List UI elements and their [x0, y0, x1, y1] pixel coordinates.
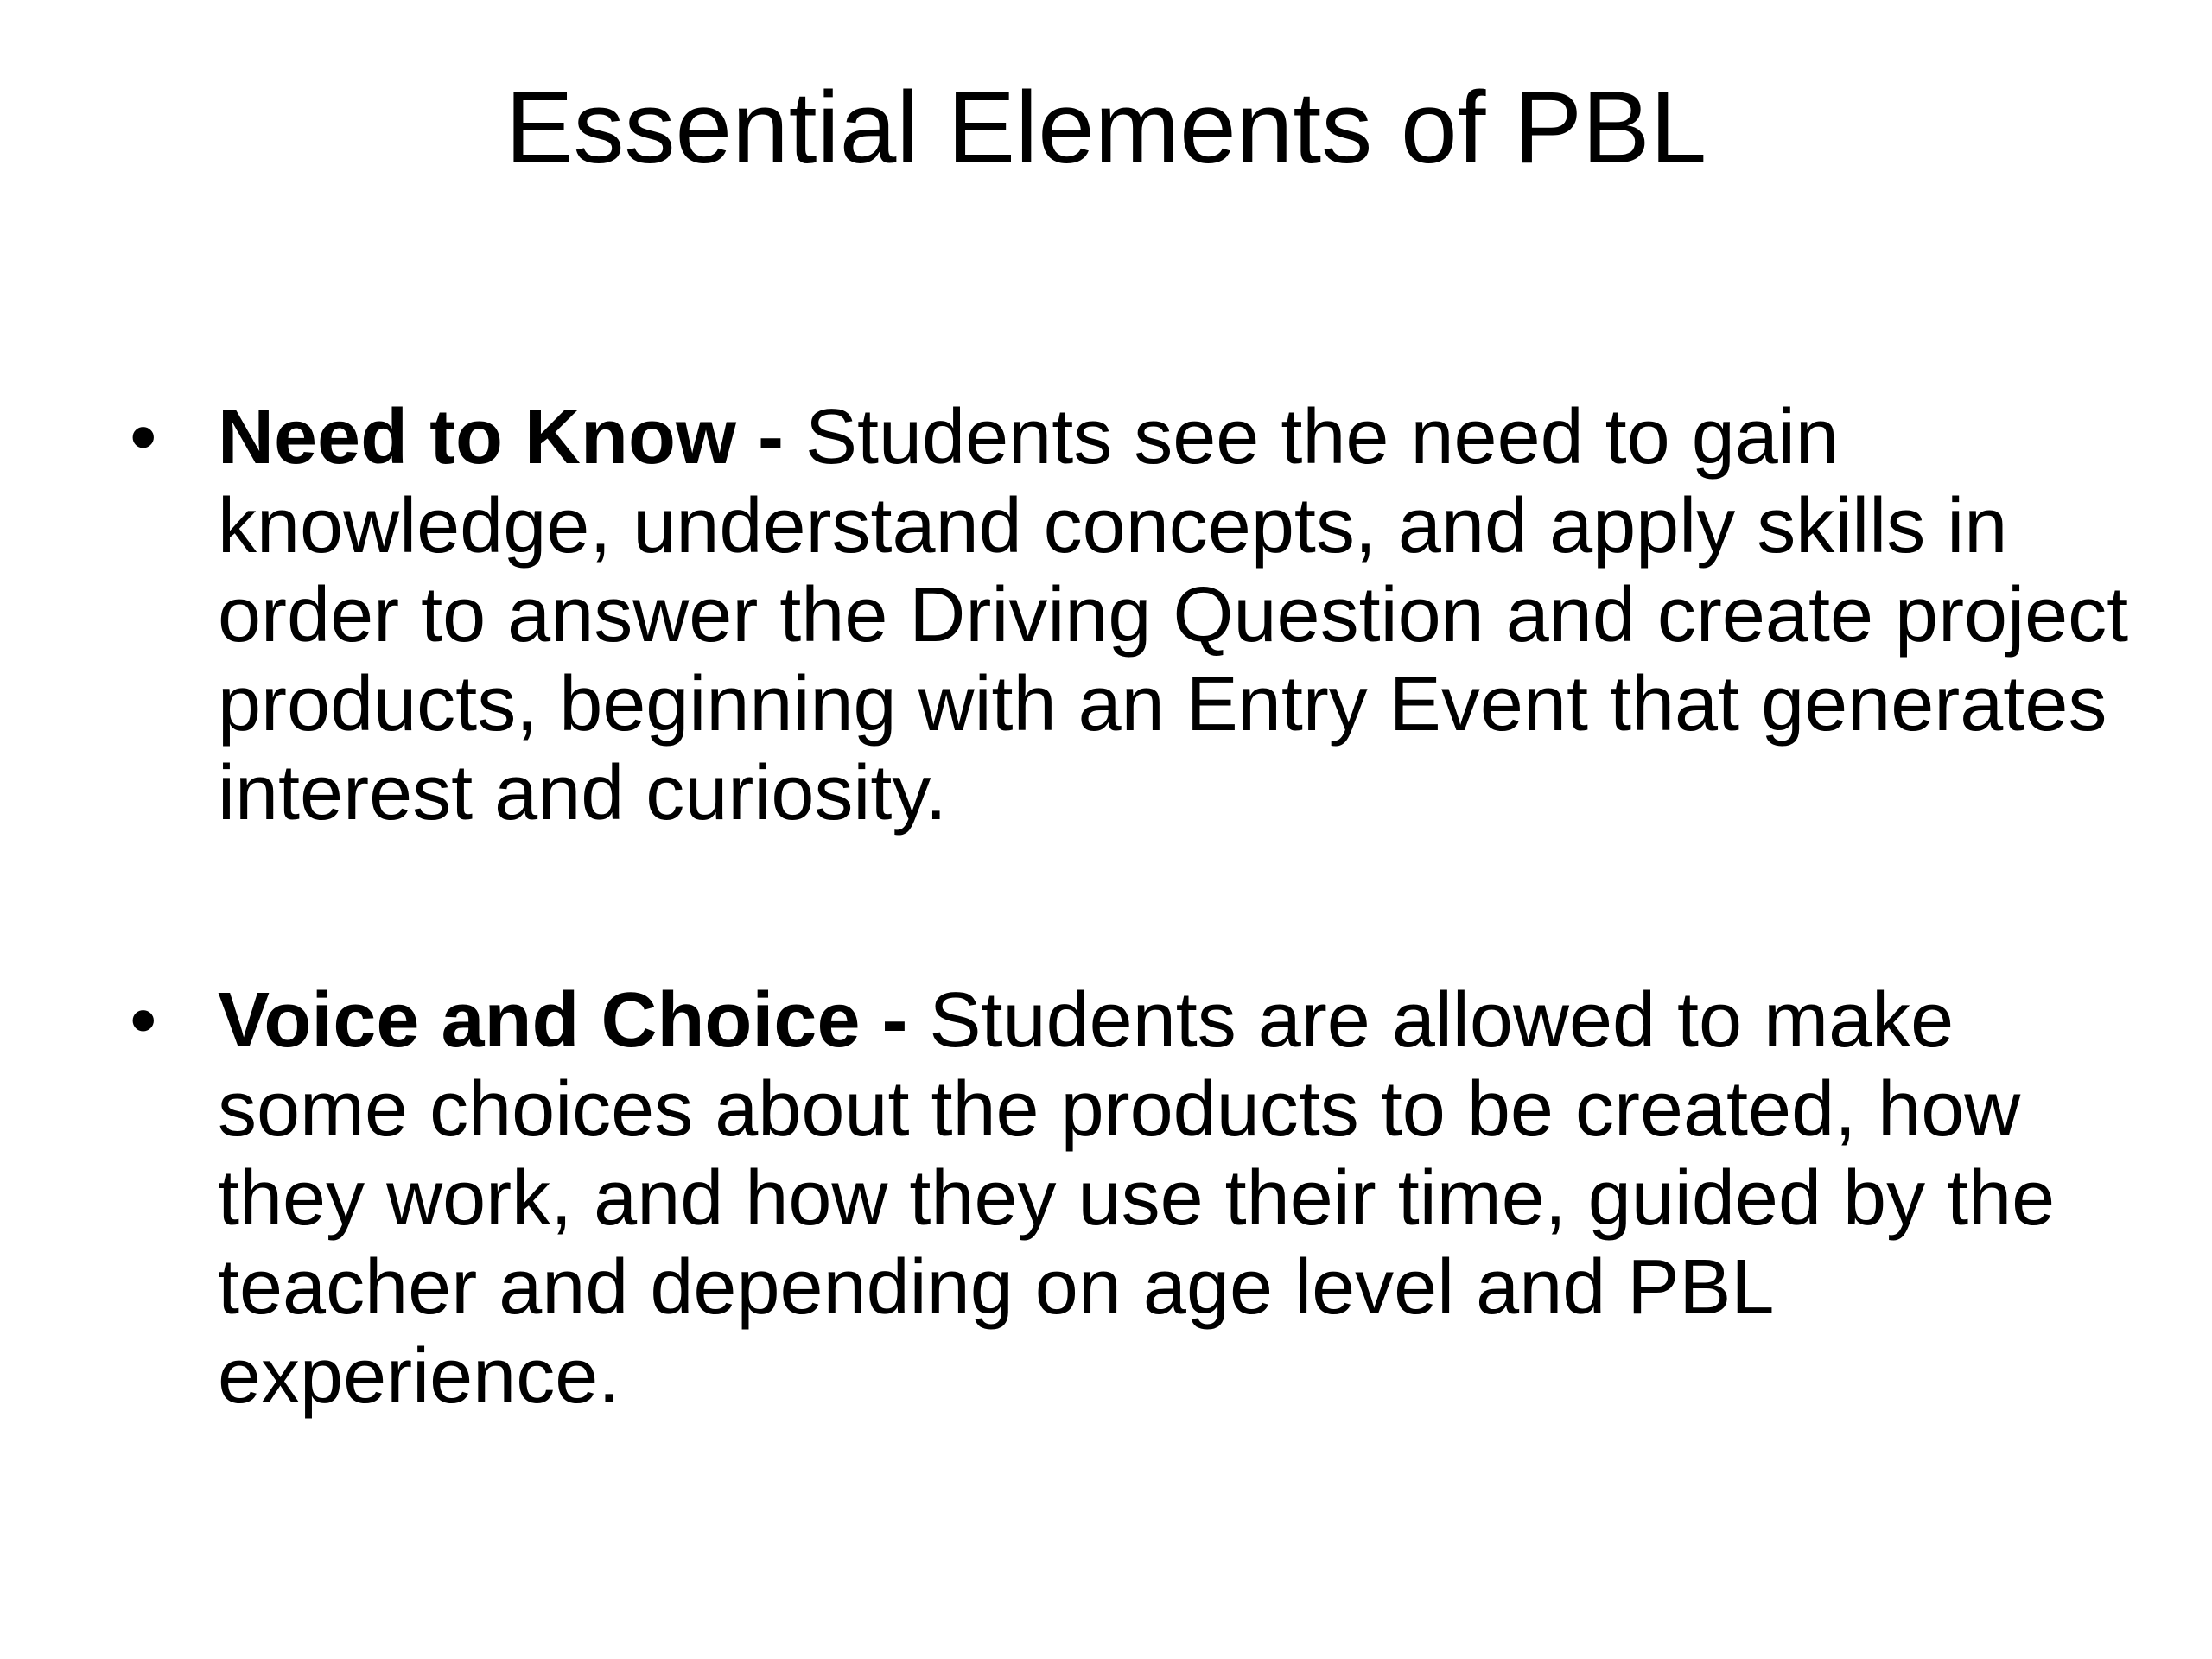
bullet-item-need-to-know	[130, 393, 2134, 838]
bullet-list	[130, 393, 2134, 1560]
bullet-term: Need to Know -	[218, 394, 784, 480]
bullet-term: Voice and Choice -	[218, 977, 908, 1064]
bullet-text: Students see the need to gain knowledge, understand concepts, and apply skills in order to answer the Driving Question and create project products, beginning with an Entry Event that generates interest and curiosity.	[218, 394, 2129, 836]
slide-title: Essential Elements of PBL	[505, 71, 1707, 185]
bullet-marker: •	[130, 977, 157, 1064]
bullet-text: Students are allowed to make some choices about the products to be created, how they work, and how they use their time, guided by the teacher and depending on age level and PBL experience.	[218, 977, 2056, 1420]
bullet-marker: •	[130, 394, 157, 480]
bullet-item-voice-and-choice	[130, 976, 2134, 1421]
